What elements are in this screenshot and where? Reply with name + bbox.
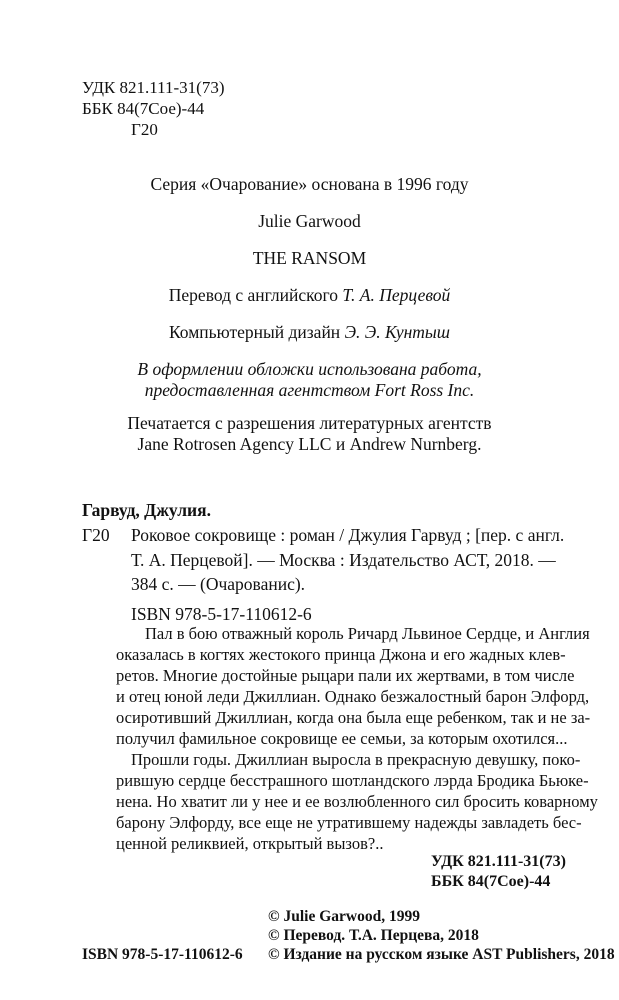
- design-credit: [0, 322, 619, 343]
- annotation-line: получил фамильное сокровище ее семьи, за которым охотился...: [116, 729, 568, 748]
- bottom-bbk-code: ББК 84(7Сое)-44: [431, 873, 551, 890]
- catalog-entry-line-2: Т. А. Перцевой]. — Москва : Издательство АСТ, 2018. —: [131, 550, 556, 570]
- annotation-line: барону Элфорду, все еще не утратившему надежды завладеть бес-: [116, 813, 582, 832]
- catalog-entry-line-3: 384 с. — (Очарованис).: [131, 574, 306, 594]
- annotation-line: рившую сердце бесстрашного шотландского лэрда Бродика Бьюке-: [116, 771, 589, 790]
- copyright-line-3: © Издание на русском языке AST Publishers, 2018: [268, 946, 615, 963]
- annotation-line: и отец юной леди Джиллиан. Однако безжалостный барон Элфорд,: [116, 687, 590, 706]
- cover-note-line-2: предоставленная агентством Fort Ross Inc.: [144, 380, 475, 400]
- annotation-line: ценной реликвией, открытый вызов?..: [116, 834, 384, 853]
- annotation-line: оказалась в когтях жестокого принца Джона и его жадных клев-: [116, 645, 566, 664]
- catalog-isbn: ISBN 978-5-17-110612-6: [131, 604, 312, 624]
- catalog-entry-line-1: Роковое сокровище : роман / Джулия Гарвуд ; [пер. с англ.: [131, 525, 565, 545]
- design-label: Компьютерный дизайн: [168, 322, 345, 342]
- copyright-isbn: ISBN 978-5-17-110612-6: [82, 946, 243, 963]
- annotation-line: осиротивший Джиллиан, когда она была еще ребенком, так и не за-: [116, 708, 591, 727]
- annotation-line: ретов. Многие достойные рыцари пали их жертвами, в том числе: [116, 666, 575, 685]
- catalog-heading: Гарвуд, Джулия.: [82, 500, 211, 520]
- permission-line-1: Печатается с разрешения литературных агентств: [127, 413, 492, 433]
- annotation-line: нена. Но хватит ли у нее и ее возлюбленного сил бросить коварному: [116, 792, 598, 811]
- author-mark: Г20: [131, 120, 158, 139]
- copyright-line-2: © Перевод. Т.А. Перцева, 2018: [268, 927, 479, 944]
- bbk-code: ББК 84(7Сое)-44: [82, 99, 205, 118]
- cover-note-line-1: В оформлении обложки использована работа,: [137, 359, 482, 379]
- bottom-udk-code: УДК 821.111-31(73): [431, 853, 566, 870]
- translator-name: Т. А. Перцевой: [342, 285, 451, 305]
- translation-credit: [0, 285, 619, 306]
- designer-name: Э. Э. Кунтыш: [344, 322, 450, 342]
- annotation-line: Прошли годы. Джиллиан выросла в прекрасную девушку, поко-: [131, 750, 581, 769]
- copyright-line-1: © Julie Garwood, 1999: [268, 908, 420, 925]
- udk-code: УДК 821.111-31(73): [82, 78, 225, 97]
- catalog-mark: Г20: [82, 525, 110, 545]
- translation-label: Перевод с английского: [168, 285, 343, 305]
- permission-line-2: Jane Rotrosen Agency LLC и Andrew Nurnberg.: [137, 434, 482, 454]
- original-title: THE RANSOM: [252, 248, 367, 268]
- series-line: Серия «Очарование» основана в 1996 году: [150, 174, 469, 194]
- author-name: Julie Garwood: [258, 211, 361, 231]
- annotation-line: Пал в бою отважный король Ричард Львиное Сердце, и Англия: [145, 624, 590, 643]
